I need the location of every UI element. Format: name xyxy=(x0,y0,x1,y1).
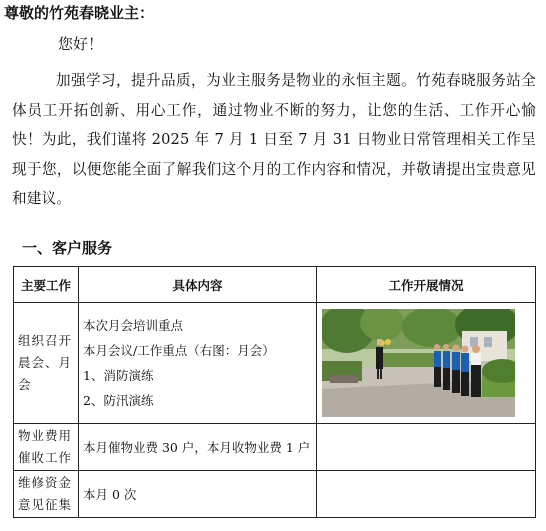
work-table xyxy=(13,266,536,518)
greeting-heading: 尊敬的竹苑春晓业主： xyxy=(4,4,155,22)
row-content xyxy=(79,424,317,471)
salutation: 您好！ xyxy=(58,35,104,53)
meeting-photo-icon xyxy=(322,309,515,417)
meeting-photo xyxy=(322,309,515,417)
table-row xyxy=(14,424,536,471)
section-title: 一、客户服务 xyxy=(22,239,113,257)
row-status xyxy=(317,303,536,424)
table-header-row xyxy=(14,267,536,303)
row-label: 组织召开晨会、月会 xyxy=(14,303,79,424)
intro-paragraph: 加强学习，提升品质，为业主服务是物业的永恒主题。竹苑春晓服务站全体员工开拓创新、用心工作，通过物业不断的努力，让您的生活、工作开心愉快！为此，我们谨将 2025 年 7 月 1 日至 7 月 31 日物业日常管理相关工作呈现于您，以便您能全面了解我们这个月的工作内容和情况，并敬请提出宝贵意见和建议。 xyxy=(12,72,536,208)
row-label: 物业费用催收工作 xyxy=(14,424,79,471)
row-content xyxy=(79,471,317,518)
table-row xyxy=(14,303,536,424)
header-main-work: 主要工作 xyxy=(14,267,79,303)
row-label: 维修资金意见征集 xyxy=(14,471,79,518)
content-line: 1、消防演练 xyxy=(83,368,154,383)
content-line: 本月 0 次 xyxy=(83,486,137,502)
table-row xyxy=(14,471,536,518)
header-details: 具体内容 xyxy=(79,267,317,303)
row-status xyxy=(317,424,536,471)
header-status: 工作开展情况 xyxy=(317,267,536,303)
row-content xyxy=(79,303,317,424)
content-line: 本月会议/工作重点（右图：月会） xyxy=(83,343,275,358)
content-line: 本次月会培训重点 xyxy=(83,318,184,333)
row-status xyxy=(317,471,536,518)
content-line: 本月催物业费 30 户，本月收物业费 1 户 xyxy=(83,439,311,455)
content-line: 2、防汛演练 xyxy=(83,393,154,408)
